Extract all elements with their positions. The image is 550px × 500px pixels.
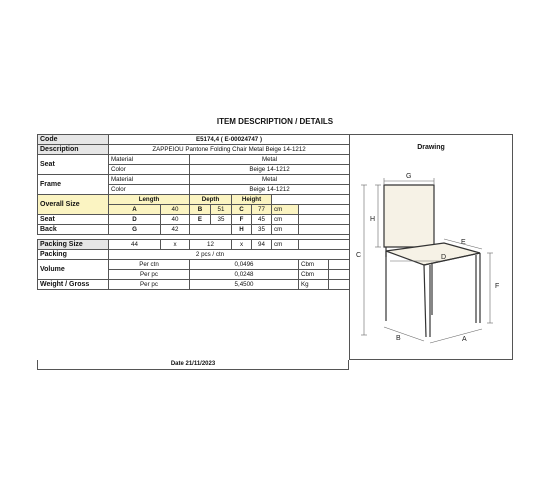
frame-material-label: Material [109, 175, 190, 185]
seat-material-value: Metal [190, 155, 350, 165]
frame-color-value: Beige 14-1212 [190, 185, 350, 195]
overall-size-label: Overall Size [38, 195, 109, 215]
label-h: H [370, 216, 376, 223]
volume-per-ctn-label: Per ctn [109, 260, 190, 270]
volume-per-ctn-blank [329, 260, 350, 270]
seat-d-value: 40 [161, 215, 190, 225]
volume-per-pc-value: 0,0248 [190, 270, 299, 280]
volume-per-ctn-unit: Cbm [299, 260, 329, 270]
description-row [38, 145, 350, 155]
packing-size-label: Packing Size [38, 240, 109, 250]
chair-front-leg-left [424, 265, 426, 337]
seat-dims-unit: cm [272, 215, 299, 225]
drawing-label: Drawing [417, 144, 445, 151]
seat-material-label: Material [109, 155, 190, 165]
seat-dims-blank [299, 215, 350, 225]
seat-e-value: 35 [211, 215, 232, 225]
packing-x1: x [161, 240, 190, 250]
overall-b-value: 51 [211, 205, 232, 215]
weight-value: 5,4500 [190, 280, 299, 290]
spec-table [37, 134, 350, 290]
overall-a-value: 40 [161, 205, 190, 215]
weight-row [38, 280, 350, 290]
seat-label: Seat [38, 155, 109, 175]
description-value: ZAPPEIOU Pantone Folding Chair Metal Beige 14-1212 [109, 145, 350, 155]
overall-c-letter: C [232, 205, 252, 215]
overall-unit: cm [272, 205, 299, 215]
back-g-letter: G [109, 225, 161, 235]
height-header: Height [232, 195, 272, 205]
seat-color-value: Beige 14-1212 [190, 165, 350, 175]
seat-material-row [38, 155, 350, 165]
label-f: F [495, 283, 500, 290]
back-blank [190, 225, 232, 235]
length-header: Length [109, 195, 190, 205]
packing-height: 94 [252, 240, 272, 250]
packing-x2: x [232, 240, 252, 250]
label-b: B [396, 335, 401, 342]
weight-label: Weight / Gross [38, 280, 109, 290]
volume-per-ctn-value: 0,0496 [190, 260, 299, 270]
back-dims-unit: cm [272, 225, 299, 235]
depth-header: Depth [190, 195, 232, 205]
seat-color-label: Color [109, 165, 190, 175]
description-label: Description [38, 145, 109, 155]
label-a: A [462, 336, 467, 343]
back-dims-blank [299, 225, 350, 235]
packing-value: 2 pcs / ctn [109, 250, 350, 260]
chair-drawing [350, 135, 514, 361]
frame-label: Frame [38, 175, 109, 195]
back-g-value: 42 [161, 225, 190, 235]
overall-a-letter: A [109, 205, 161, 215]
volume-per-pc-blank [329, 270, 350, 280]
weight-unit: Kg [299, 280, 329, 290]
code-label: Code [38, 135, 109, 145]
packing-label: Packing [38, 250, 109, 260]
label-d: D [441, 254, 447, 261]
volume-per-pc-label: Per pc [109, 270, 190, 280]
packing-width: 12 [190, 240, 232, 250]
seat-f-value: 45 [252, 215, 272, 225]
code-value: E5174,4 ( E-00024747 ) [109, 135, 350, 145]
seat-e-letter: E [190, 215, 211, 225]
label-e: E [461, 239, 466, 246]
dims-header-row [38, 195, 350, 205]
code-row [38, 135, 350, 145]
frame-material-row [38, 175, 350, 185]
label-c: C [356, 252, 362, 259]
packing-row [38, 250, 350, 260]
frame-material-value: Metal [190, 175, 350, 185]
frame-color-label: Color [109, 185, 190, 195]
sheet-title: ITEM DESCRIPTION / DETAILS [216, 117, 334, 126]
packing-size-blank [299, 240, 350, 250]
seat-f-letter: F [232, 215, 252, 225]
packing-size-row [38, 240, 350, 250]
overall-b-letter: B [190, 205, 211, 215]
back-h-value: 35 [252, 225, 272, 235]
volume-per-pc-unit: Cbm [299, 270, 329, 280]
packing-length: 44 [109, 240, 161, 250]
volume-label: Volume [38, 260, 109, 280]
back-h-letter: H [232, 225, 252, 235]
overall-c-value: 77 [252, 205, 272, 215]
label-g: G [406, 173, 412, 180]
seat-d-letter: D [109, 215, 161, 225]
dims-header-blank [272, 195, 350, 205]
drawing-box [349, 134, 513, 360]
date-line: Date 21/11/2023 [37, 360, 349, 370]
back-dims-label: Back [38, 225, 109, 235]
weight-blank [329, 280, 350, 290]
back-dims-row [38, 225, 350, 235]
weight-per-pc-label: Per pc [109, 280, 190, 290]
seat-dims-row [38, 215, 350, 225]
overall-blank [299, 205, 350, 215]
chair-backrest [384, 185, 434, 247]
seat-dims-label: Seat [38, 215, 109, 225]
volume-ctn-row [38, 260, 350, 270]
packing-size-unit: cm [272, 240, 299, 250]
